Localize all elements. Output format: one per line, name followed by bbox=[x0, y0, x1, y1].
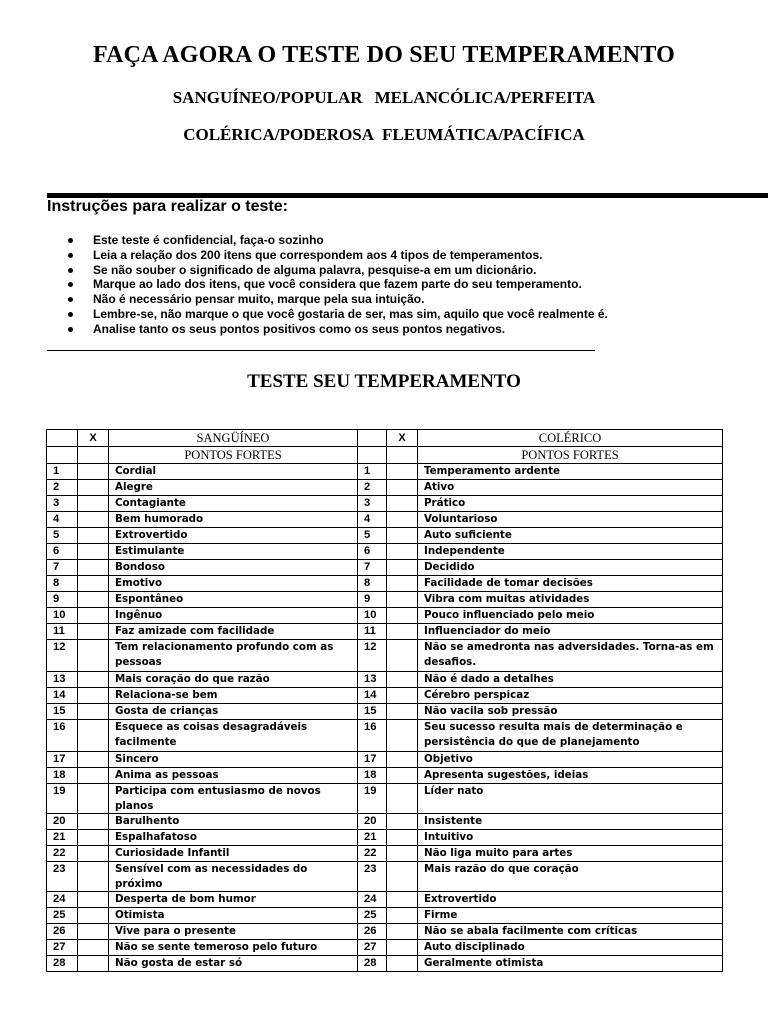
bullet-icon bbox=[68, 238, 73, 243]
right-item-text: Firme bbox=[418, 908, 723, 924]
left-mark-cell[interactable] bbox=[78, 560, 109, 576]
left-mark-cell[interactable] bbox=[78, 908, 109, 924]
right-item-number: 20 bbox=[358, 814, 387, 830]
right-mark-cell[interactable] bbox=[387, 940, 418, 956]
table-row bbox=[47, 512, 723, 528]
colerico-header: COLÉRICO bbox=[418, 430, 723, 447]
right-mark-cell[interactable] bbox=[387, 608, 418, 624]
left-item-number: 24 bbox=[47, 892, 78, 908]
left-item-number: 3 bbox=[47, 496, 78, 512]
right-item-number: 5 bbox=[358, 528, 387, 544]
section-title: TESTE SEU TEMPERAMENTO bbox=[247, 371, 521, 392]
left-item-number: 9 bbox=[47, 592, 78, 608]
right-mark-cell[interactable] bbox=[387, 576, 418, 592]
right-mark-cell[interactable] bbox=[387, 830, 418, 846]
table-row bbox=[47, 924, 723, 940]
right-item-number: 27 bbox=[358, 940, 387, 956]
left-item-number: 5 bbox=[47, 528, 78, 544]
right-item-text: Vibra com muitas atividades bbox=[418, 592, 723, 608]
right-mark-cell[interactable] bbox=[387, 464, 418, 480]
instructions-heading: Instruções para realizar o teste: bbox=[47, 198, 288, 215]
left-item-text: Alegre bbox=[109, 480, 358, 496]
left-mark-cell[interactable] bbox=[78, 640, 109, 672]
table-row bbox=[47, 940, 723, 956]
right-item-number: 23 bbox=[358, 862, 387, 892]
right-item-text: Extrovertido bbox=[418, 892, 723, 908]
left-item-number: 20 bbox=[47, 814, 78, 830]
right-item-text: Não liga muito para artes bbox=[418, 846, 723, 862]
right-mark-cell[interactable] bbox=[387, 956, 418, 972]
left-item-number: 8 bbox=[47, 576, 78, 592]
type-sanguineo: SANGUÍNEO/POPULAR bbox=[172, 88, 363, 107]
bullet-icon bbox=[68, 268, 73, 273]
right-mark-cell[interactable] bbox=[387, 592, 418, 608]
left-item-text: Relaciona-se bem bbox=[109, 688, 358, 704]
bullet-icon bbox=[68, 327, 73, 332]
left-item-text: Vive para o presente bbox=[109, 924, 358, 940]
right-item-number: 22 bbox=[358, 846, 387, 862]
right-item-text: Apresenta sugestões, ideias bbox=[418, 768, 723, 784]
right-item-number: 10 bbox=[358, 608, 387, 624]
right-mark-cell[interactable] bbox=[387, 924, 418, 940]
number-header-cell bbox=[47, 430, 78, 447]
left-mark-cell[interactable] bbox=[78, 496, 109, 512]
left-item-text: Esquece as coisas desagradáveis facilmente bbox=[109, 720, 358, 752]
left-mark-cell[interactable] bbox=[78, 940, 109, 956]
left-item-text: Estimulante bbox=[109, 544, 358, 560]
left-item-text: Bondoso bbox=[109, 560, 358, 576]
left-item-number: 11 bbox=[47, 624, 78, 640]
right-item-text: Não é dado a detalhes bbox=[418, 672, 723, 688]
right-mark-cell[interactable] bbox=[387, 528, 418, 544]
right-item-number: 13 bbox=[358, 672, 387, 688]
left-item-text: Barulhento bbox=[109, 814, 358, 830]
table-row bbox=[47, 592, 723, 608]
right-item-text: Não se amedronta nas adversidades. Torna-as em desafios. bbox=[418, 640, 723, 672]
left-mark-cell[interactable] bbox=[78, 752, 109, 768]
left-item-text: Otimista bbox=[109, 908, 358, 924]
left-item-number: 21 bbox=[47, 830, 78, 846]
instruction-item: Lembre-se, não marque o que você gostaria de ser, mas sim, aquilo que você realmente é. bbox=[62, 307, 608, 322]
right-item-text: Seu sucesso resulta mais de determinação e persistência do que de planejamento bbox=[418, 720, 723, 752]
left-mark-cell[interactable] bbox=[78, 672, 109, 688]
left-item-number: 15 bbox=[47, 704, 78, 720]
left-item-number: 25 bbox=[47, 908, 78, 924]
right-mark-cell[interactable] bbox=[387, 752, 418, 768]
table-row bbox=[47, 464, 723, 480]
right-item-number: 19 bbox=[358, 784, 387, 814]
left-item-text: Sincero bbox=[109, 752, 358, 768]
left-item-text: Curiosidade Infantil bbox=[109, 846, 358, 862]
left-mark-cell[interactable] bbox=[78, 608, 109, 624]
left-mark-cell[interactable] bbox=[78, 784, 109, 814]
table-row bbox=[47, 480, 723, 496]
left-item-text: Gosta de crianças bbox=[109, 704, 358, 720]
left-mark-cell[interactable] bbox=[78, 592, 109, 608]
empty-cell bbox=[47, 447, 78, 464]
left-mark-cell[interactable] bbox=[78, 688, 109, 704]
table-row bbox=[47, 862, 723, 892]
table-row bbox=[47, 704, 723, 720]
table-row bbox=[47, 908, 723, 924]
left-mark-cell[interactable] bbox=[78, 846, 109, 862]
left-item-text: Tem relacionamento profundo com as pessoas bbox=[109, 640, 358, 672]
left-mark-cell[interactable] bbox=[78, 924, 109, 940]
table-row bbox=[47, 768, 723, 784]
right-item-text: Auto suficiente bbox=[418, 528, 723, 544]
right-item-text: Objetivo bbox=[418, 752, 723, 768]
left-item-number: 22 bbox=[47, 846, 78, 862]
right-item-number: 15 bbox=[358, 704, 387, 720]
right-mark-cell[interactable] bbox=[387, 846, 418, 862]
right-item-text: Não vacila sob pressão bbox=[418, 704, 723, 720]
table-header-row bbox=[47, 430, 723, 447]
table-row bbox=[47, 624, 723, 640]
left-mark-cell[interactable] bbox=[78, 576, 109, 592]
left-item-text: Espalhafatoso bbox=[109, 830, 358, 846]
bullet-icon bbox=[68, 282, 73, 287]
right-item-number: 21 bbox=[358, 830, 387, 846]
left-item-text: Participa com entusiasmo de novos planos bbox=[109, 784, 358, 814]
type-colerica: COLÉRICA/PODEROSA bbox=[183, 125, 375, 144]
left-mark-cell[interactable] bbox=[78, 956, 109, 972]
right-item-text: Influenciador do meio bbox=[418, 624, 723, 640]
table-row bbox=[47, 720, 723, 752]
instruction-item: Se não souber o significado de alguma palavra, pesquise-a em um dicionário. bbox=[62, 263, 608, 278]
left-item-number: 16 bbox=[47, 720, 78, 752]
right-item-text: Geralmente otimista bbox=[418, 956, 723, 972]
type-fleumatica: FLEUMÁTICA/PACÍFICA bbox=[382, 125, 585, 144]
temperament-types-line-1 bbox=[0, 88, 768, 108]
table-row bbox=[47, 608, 723, 624]
left-item-number: 14 bbox=[47, 688, 78, 704]
sanguineo-header: SANGÜÍNEO bbox=[109, 430, 358, 447]
table-row bbox=[47, 784, 723, 814]
right-mark-cell[interactable] bbox=[387, 496, 418, 512]
right-item-text: Voluntarioso bbox=[418, 512, 723, 528]
right-item-text: Pouco influenciado pelo meio bbox=[418, 608, 723, 624]
left-item-text: Cordial bbox=[109, 464, 358, 480]
type-melancolica: MELANCÓLICA/PERFEITA bbox=[374, 88, 596, 107]
table-row bbox=[47, 814, 723, 830]
left-mark-cell[interactable] bbox=[78, 512, 109, 528]
right-item-number: 28 bbox=[358, 956, 387, 972]
right-item-number: 9 bbox=[358, 592, 387, 608]
thin-divider bbox=[47, 350, 595, 351]
left-mark-cell[interactable] bbox=[78, 830, 109, 846]
right-mark-cell[interactable] bbox=[387, 768, 418, 784]
right-item-number: 26 bbox=[358, 924, 387, 940]
left-item-text: Não se sente temeroso pelo futuro bbox=[109, 940, 358, 956]
right-item-number: 11 bbox=[358, 624, 387, 640]
left-item-text: Contagiante bbox=[109, 496, 358, 512]
number-header-cell bbox=[358, 430, 387, 447]
left-item-text: Bem humorado bbox=[109, 512, 358, 528]
temperament-table bbox=[46, 429, 723, 972]
right-item-number: 8 bbox=[358, 576, 387, 592]
left-item-number: 7 bbox=[47, 560, 78, 576]
right-item-number: 6 bbox=[358, 544, 387, 560]
right-item-text: Insistente bbox=[418, 814, 723, 830]
bullet-icon bbox=[68, 297, 73, 302]
right-item-number: 18 bbox=[358, 768, 387, 784]
empty-cell bbox=[358, 447, 387, 464]
right-mark-cell[interactable] bbox=[387, 814, 418, 830]
left-item-number: 6 bbox=[47, 544, 78, 560]
right-item-text: Temperamento ardente bbox=[418, 464, 723, 480]
left-mark-cell[interactable] bbox=[78, 768, 109, 784]
right-item-text: Ativo bbox=[418, 480, 723, 496]
right-mark-cell[interactable] bbox=[387, 544, 418, 560]
right-mark-cell[interactable] bbox=[387, 624, 418, 640]
right-item-number: 12 bbox=[358, 640, 387, 672]
left-pontos-fortes: PONTOS FORTES bbox=[109, 447, 358, 464]
table-row bbox=[47, 752, 723, 768]
left-item-number: 10 bbox=[47, 608, 78, 624]
right-item-text: Intuitivo bbox=[418, 830, 723, 846]
left-item-number: 19 bbox=[47, 784, 78, 814]
left-item-text: Não gosta de estar só bbox=[109, 956, 358, 972]
table-subheader-row bbox=[47, 447, 723, 464]
left-item-number: 23 bbox=[47, 862, 78, 892]
right-mark-cell[interactable] bbox=[387, 704, 418, 720]
instruction-item: Não é necessário pensar muito, marque pela sua intuição. bbox=[62, 292, 608, 307]
page-title: FAÇA AGORA O TESTE DO SEU TEMPERAMENTO bbox=[93, 42, 675, 68]
right-mark-cell[interactable] bbox=[387, 908, 418, 924]
right-item-number: 2 bbox=[358, 480, 387, 496]
left-item-number: 4 bbox=[47, 512, 78, 528]
left-mark-cell[interactable] bbox=[78, 624, 109, 640]
left-item-text: Emotivo bbox=[109, 576, 358, 592]
left-mark-cell[interactable] bbox=[78, 862, 109, 892]
right-item-number: 25 bbox=[358, 908, 387, 924]
table-row bbox=[47, 528, 723, 544]
left-item-number: 12 bbox=[47, 640, 78, 672]
left-mark-cell[interactable] bbox=[78, 480, 109, 496]
left-mark-cell[interactable] bbox=[78, 704, 109, 720]
left-item-text: Espontâneo bbox=[109, 592, 358, 608]
right-mark-cell[interactable] bbox=[387, 784, 418, 814]
right-item-text: Líder nato bbox=[418, 784, 723, 814]
mark-column-header: X bbox=[387, 430, 418, 447]
empty-cell bbox=[78, 447, 109, 464]
left-item-text: Faz amizade com facilidade bbox=[109, 624, 358, 640]
right-mark-cell[interactable] bbox=[387, 862, 418, 892]
right-item-number: 1 bbox=[358, 464, 387, 480]
left-item-number: 26 bbox=[47, 924, 78, 940]
right-item-text: Prático bbox=[418, 496, 723, 512]
right-pontos-fortes: PONTOS FORTES bbox=[418, 447, 723, 464]
instruction-item: Marque ao lado dos itens, que você considera que fazem parte do seu temperamento. bbox=[62, 277, 608, 292]
instruction-item: Analise tanto os seus pontos positivos como os seus pontos negativos. bbox=[62, 322, 608, 337]
temperament-types-line-2 bbox=[0, 125, 768, 145]
bullet-icon bbox=[68, 253, 73, 258]
mark-column-header: X bbox=[78, 430, 109, 447]
right-item-number: 7 bbox=[358, 560, 387, 576]
right-item-number: 14 bbox=[358, 688, 387, 704]
right-item-text: Decidido bbox=[418, 560, 723, 576]
table-row bbox=[47, 830, 723, 846]
table-row bbox=[47, 892, 723, 908]
bullet-icon bbox=[68, 312, 73, 317]
right-item-text: Cérebro perspicaz bbox=[418, 688, 723, 704]
right-item-number: 17 bbox=[358, 752, 387, 768]
table-row bbox=[47, 956, 723, 972]
left-item-number: 1 bbox=[47, 464, 78, 480]
left-item-number: 27 bbox=[47, 940, 78, 956]
left-mark-cell[interactable] bbox=[78, 892, 109, 908]
left-item-text: Sensível com as necessidades do próximo bbox=[109, 862, 358, 892]
table-row bbox=[47, 846, 723, 862]
table-row bbox=[47, 560, 723, 576]
left-mark-cell[interactable] bbox=[78, 464, 109, 480]
table-row bbox=[47, 640, 723, 672]
right-item-text: Independente bbox=[418, 544, 723, 560]
left-item-text: Ingênuo bbox=[109, 608, 358, 624]
right-item-text: Facilidade de tomar decisões bbox=[418, 576, 723, 592]
left-item-text: Anima as pessoas bbox=[109, 768, 358, 784]
left-mark-cell[interactable] bbox=[78, 544, 109, 560]
left-item-number: 13 bbox=[47, 672, 78, 688]
instruction-item: Leia a relação dos 200 itens que correspondem aos 4 tipos de temperamentos. bbox=[62, 248, 608, 263]
right-item-number: 3 bbox=[358, 496, 387, 512]
table-row bbox=[47, 672, 723, 688]
right-mark-cell[interactable] bbox=[387, 720, 418, 752]
left-mark-cell[interactable] bbox=[78, 528, 109, 544]
left-item-text: Extrovertido bbox=[109, 528, 358, 544]
left-item-text: Desperta de bom humor bbox=[109, 892, 358, 908]
right-mark-cell[interactable] bbox=[387, 560, 418, 576]
right-item-text: Auto disciplinado bbox=[418, 940, 723, 956]
table-row bbox=[47, 496, 723, 512]
left-item-number: 18 bbox=[47, 768, 78, 784]
left-mark-cell[interactable] bbox=[78, 814, 109, 830]
right-mark-cell[interactable] bbox=[387, 512, 418, 528]
right-item-text: Mais razão do que coração bbox=[418, 862, 723, 892]
left-item-text: Mais coração do que razão bbox=[109, 672, 358, 688]
left-item-number: 2 bbox=[47, 480, 78, 496]
right-item-number: 4 bbox=[358, 512, 387, 528]
empty-cell bbox=[387, 447, 418, 464]
right-item-text: Não se abala facilmente com críticas bbox=[418, 924, 723, 940]
right-mark-cell[interactable] bbox=[387, 892, 418, 908]
right-mark-cell[interactable] bbox=[387, 688, 418, 704]
instructions-list bbox=[62, 233, 608, 337]
table-row bbox=[47, 688, 723, 704]
table-row bbox=[47, 544, 723, 560]
right-mark-cell[interactable] bbox=[387, 672, 418, 688]
instruction-item: Este teste é confidencial, faça-o sozinho bbox=[62, 233, 608, 248]
right-mark-cell[interactable] bbox=[387, 640, 418, 672]
left-item-number: 17 bbox=[47, 752, 78, 768]
left-mark-cell[interactable] bbox=[78, 720, 109, 752]
left-item-number: 28 bbox=[47, 956, 78, 972]
table-row bbox=[47, 576, 723, 592]
right-mark-cell[interactable] bbox=[387, 480, 418, 496]
right-item-number: 24 bbox=[358, 892, 387, 908]
right-item-number: 16 bbox=[358, 720, 387, 752]
